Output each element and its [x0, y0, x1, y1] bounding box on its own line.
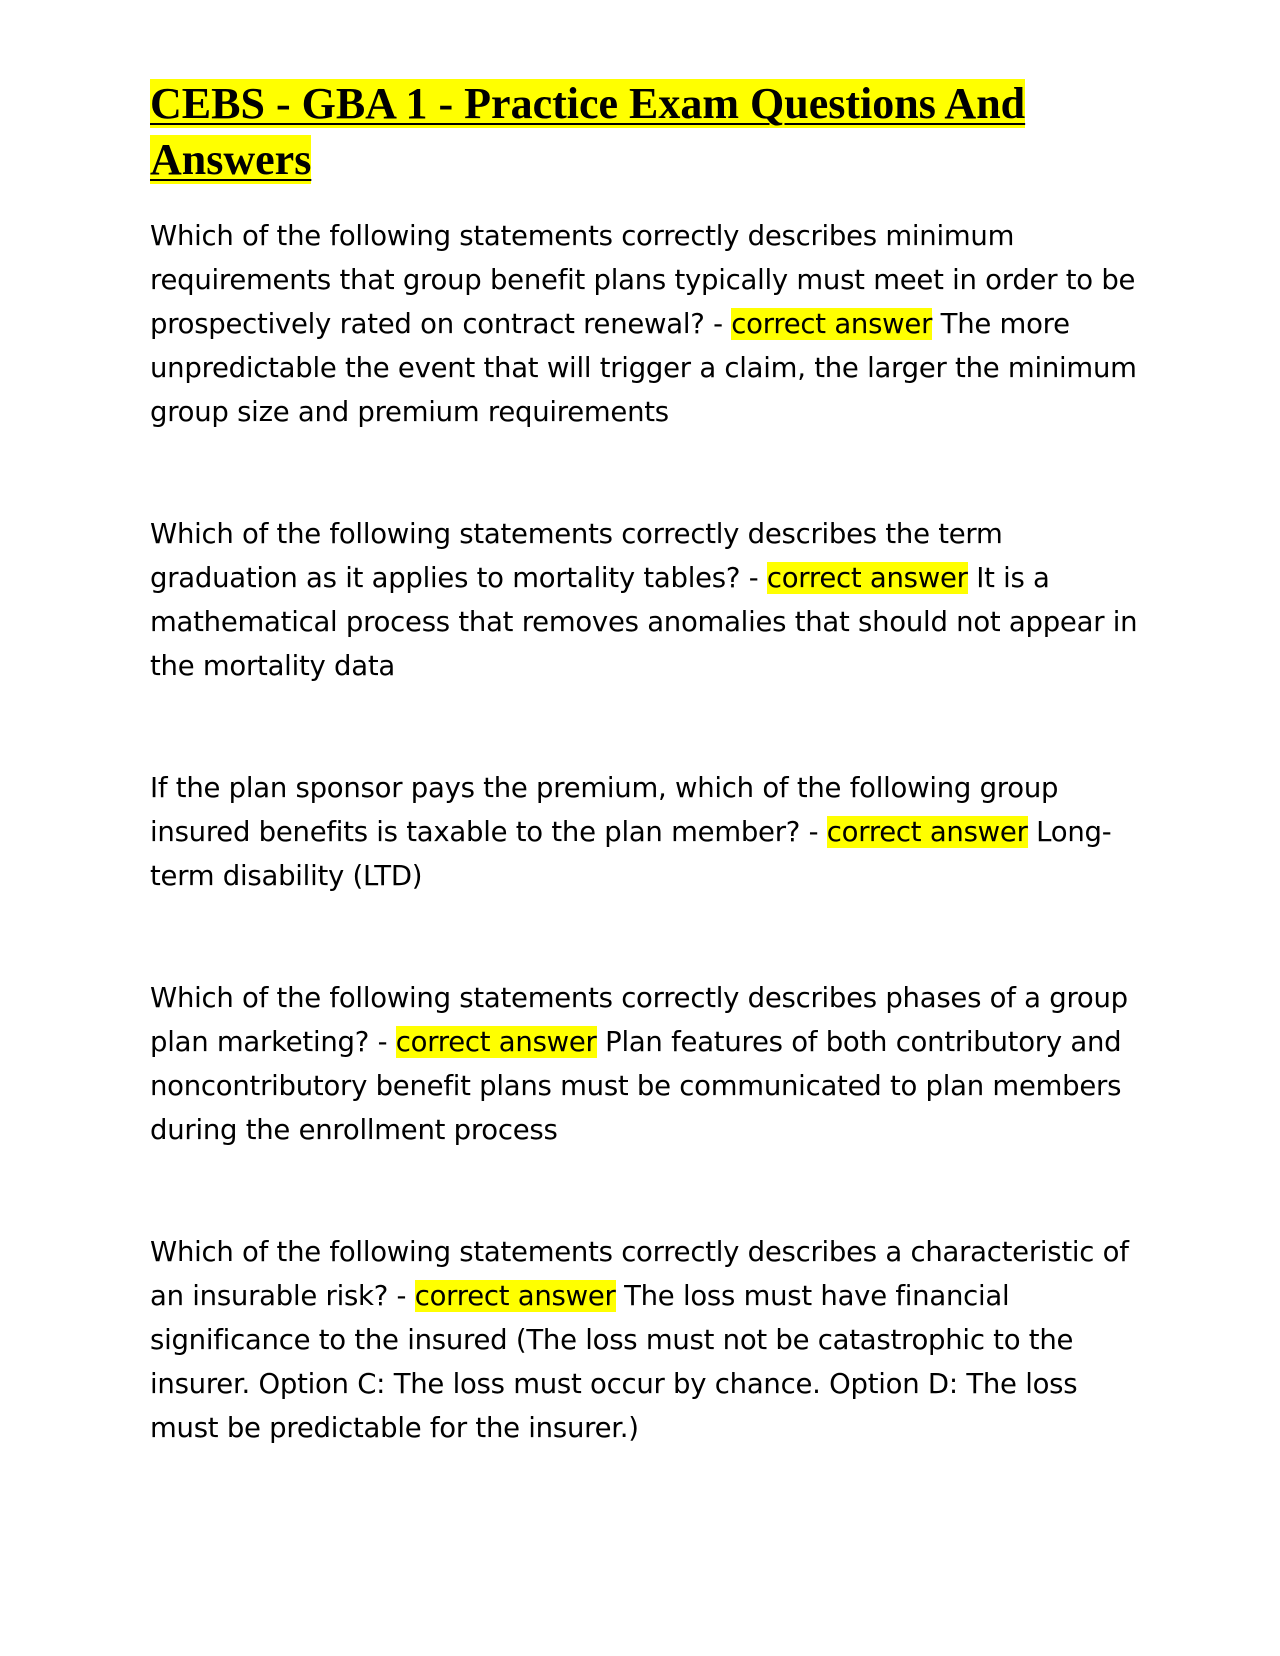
answer-text: It is a mathematical process that removes anomalies that should not appear in the mortality data	[150, 562, 1138, 682]
correct-answer-label: correct answer	[826, 816, 1028, 848]
qa-item-5	[150, 1230, 1140, 1450]
qa-item-2	[150, 512, 1140, 688]
answer-text: Long-term disability (LTD)	[150, 816, 1112, 892]
qa-item-3	[150, 766, 1140, 898]
question-text: Which of the following statements correctly describes the term graduation as it applies to mortality tables?	[150, 518, 1003, 594]
separator: -	[388, 1280, 415, 1312]
correct-answer-label: correct answer	[395, 1026, 597, 1058]
answer-text: The more unpredictable the event that will trigger a claim, the larger the minimum group size and premium requirements	[150, 308, 1137, 428]
document-title	[150, 76, 1140, 188]
correct-answer-label: correct answer	[414, 1280, 616, 1312]
question-text: Which of the following statements correctly describes minimum requirements that group benefit plans typically must meet in order to be prospectively rated on contract renewal?	[150, 220, 1136, 340]
answer-text: The loss must have financial significance to the insured (The loss must not be catastrophic to the insurer. Option C: The loss must occur by chance. Option D: The loss must be predictable for the insurer.)	[150, 1280, 1078, 1444]
separator: -	[704, 308, 732, 340]
answer-text: Plan features of both contributory and noncontributory benefit plans must be communicated to plan members during the enrollment process	[150, 1026, 1122, 1146]
question-text: Which of the following statements correctly describes a characteristic of an insurable risk?	[150, 1236, 1129, 1312]
qa-item-4	[150, 976, 1140, 1152]
question-text: If the plan sponsor pays the premium, which of the following group insured benefits is taxable to the plan member?	[150, 772, 1059, 848]
document-title-text: CEBS - GBA 1 - Practice Exam Questions And Answers	[150, 79, 1026, 184]
correct-answer-label: correct answer	[731, 308, 933, 340]
separator: -	[800, 816, 827, 848]
document-body	[150, 76, 1140, 1528]
qa-item-1	[150, 214, 1140, 434]
correct-answer-label: correct answer	[766, 562, 968, 594]
separator: -	[369, 1026, 396, 1058]
separator: -	[740, 562, 767, 594]
question-text: Which of the following statements correctly describes phases of a group plan marketing?	[150, 982, 1128, 1058]
